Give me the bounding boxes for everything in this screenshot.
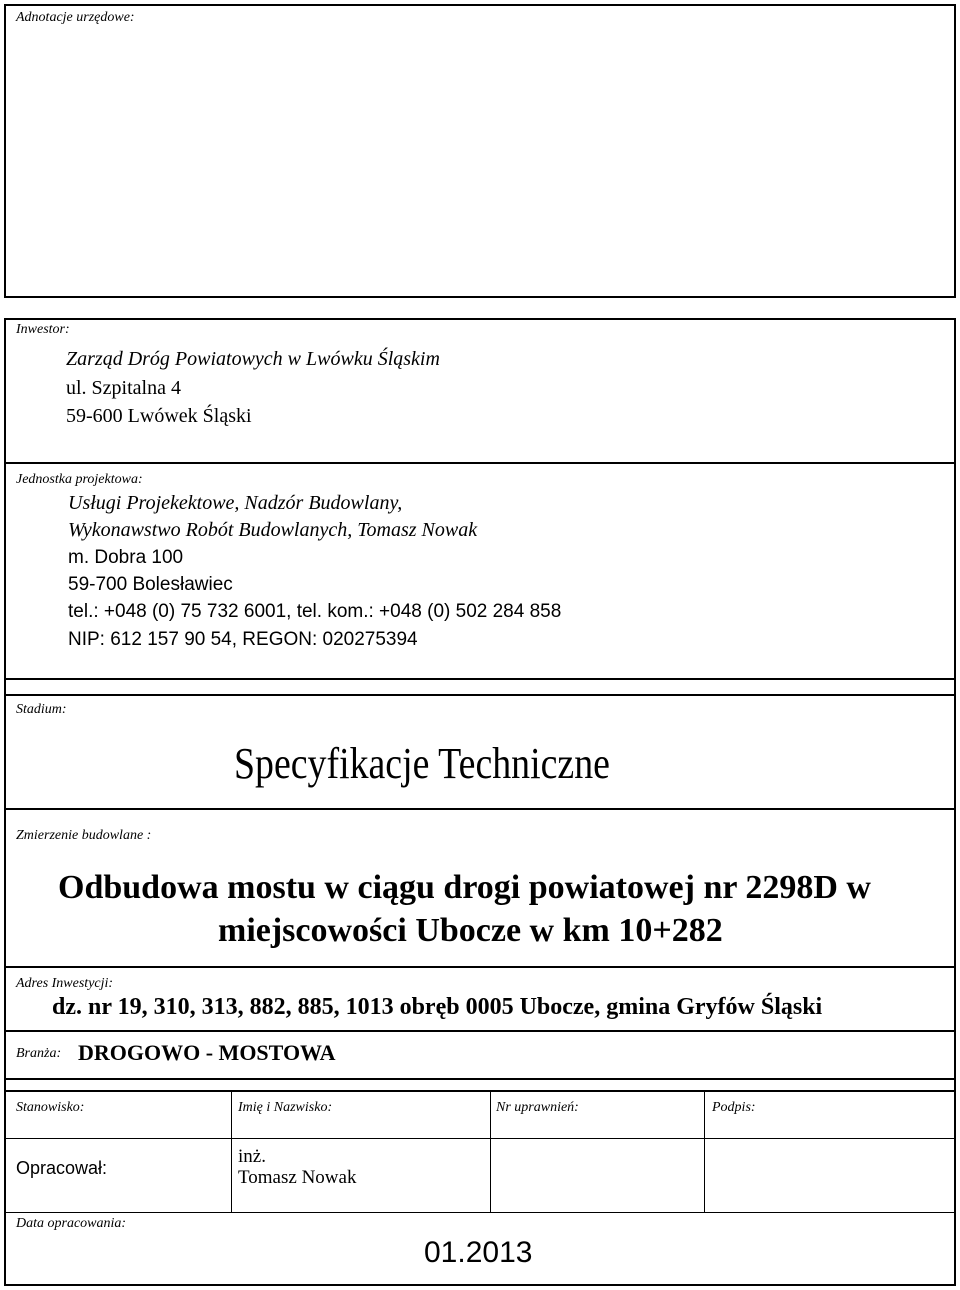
branch-label: Branża: [16,1046,62,1061]
investor-city: 59-600 Lwówek Śląski [66,405,252,427]
title-page-form [4,318,956,1286]
divider [6,966,954,968]
branch-value: DROGOWO - MOSTOWA [78,1040,336,1065]
divider [6,808,954,810]
design-unit-line2: Wykonawstwo Robót Budowlanych, Tomasz Nowak [68,519,478,541]
investor-street: ul. Szpitalna 4 [66,377,181,399]
signature-header-position: Stanowisko: [16,1100,85,1115]
column-divider [490,1092,491,1213]
design-unit-label: Jednostka projektowa: [16,472,143,487]
column-divider [231,1092,232,1213]
design-unit-line1: Usługi Projekektowe, Nadzór Budowlany, [68,492,403,514]
divider [6,1138,954,1139]
project-title-line1: Odbudowa mostu w ciągu drogi powiatowej nr 2298D w [58,869,871,906]
signature-header-name: Imię i Nazwisko: [238,1100,333,1115]
address-label: Adres Inwestycji: [16,976,114,991]
address-value: dz. nr 19, 310, 313, 882, 885, 1013 obręb 0005 Ubocze, gmina Gryfów Śląski [52,994,823,1020]
divider [6,1030,954,1032]
signature-position: Opracował: [16,1158,108,1178]
design-unit-street: m. Dobra 100 [68,547,184,568]
signature-name-title: inż. [238,1146,266,1167]
divider [6,1078,954,1080]
investor-name: Zarząd Dróg Powiatowych w Lwówku Śląskim [66,348,440,370]
divider [6,1212,954,1213]
design-unit-ids: NIP: 612 157 90 54, REGON: 020275394 [68,629,418,650]
stage-title: Specyfikacje Techniczne [234,739,610,788]
annotations-label: Adnotacje urzędowe: [16,10,135,25]
investor-label: Inwestor: [16,322,70,337]
design-unit-city: 59-700 Bolesławiec [68,574,233,595]
signature-header-signature: Podpis: [712,1100,756,1115]
design-unit-phone: tel.: +048 (0) 75 732 6001, tel. kom.: +048 (0) 502 284 858 [68,601,562,622]
divider [6,678,954,680]
signature-header-license: Nr uprawnień: [496,1100,579,1115]
project-title-line2: miejscowości Ubocze w km 10+282 [218,912,723,949]
date-label: Data opracowania: [16,1216,127,1231]
divider [6,1090,954,1092]
divider [6,462,954,464]
signature-name: Tomasz Nowak [238,1167,357,1188]
project-label: Zmierzenie budowlane : [16,828,152,843]
date-value: 01.2013 [424,1236,533,1269]
annotations-box [4,4,956,298]
divider [6,694,954,696]
stage-label: Stadium: [16,702,67,717]
column-divider [704,1092,705,1213]
